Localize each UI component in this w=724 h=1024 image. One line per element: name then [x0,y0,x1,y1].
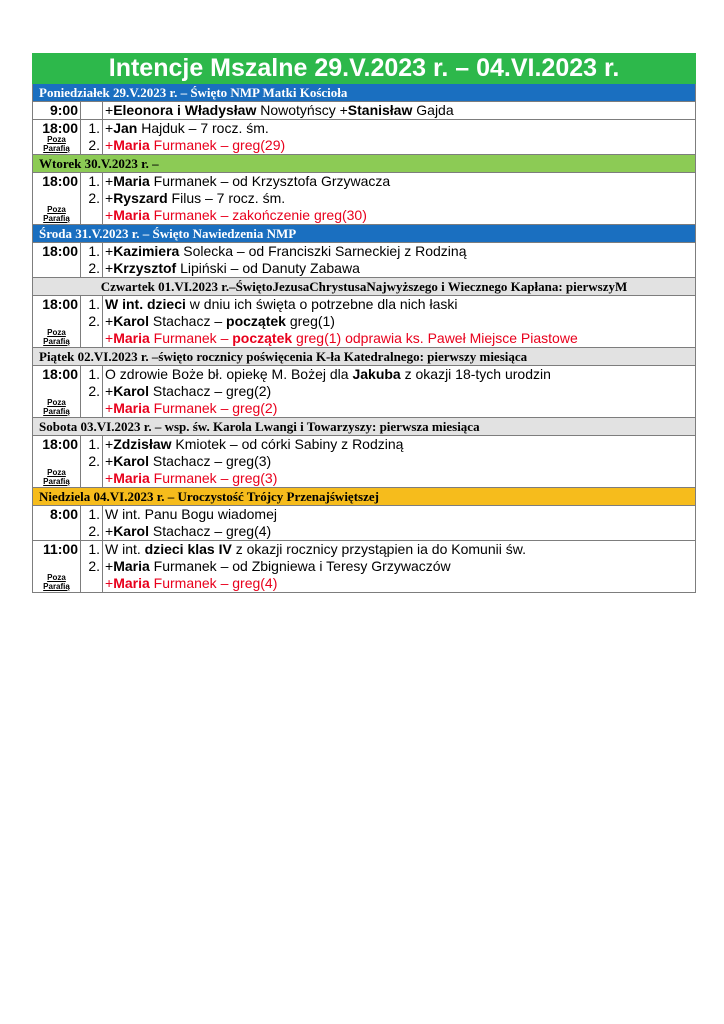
intention-text: + [105,523,114,539]
intention-text: + [105,470,114,486]
line-number: 1. [88,541,100,557]
line-number: 1. [88,296,100,312]
poza-parafia-note [33,328,80,346]
intention-name: początek [232,330,293,346]
mass-time: 18:00 [42,243,78,259]
mass-row [33,243,696,278]
intentions-cell [103,436,696,488]
intention-text: Hajduk – 7 rocz. śm. [137,120,269,136]
line-number: 2. [88,137,100,153]
intention-name: Kazimiera [113,243,180,259]
parafia-label: Parafią [43,214,70,223]
day-header: Niedziela 04.VI.2023 r. – Uroczystość Trójcy Przenajświętszej [33,488,696,506]
line-number: 1. [88,173,100,189]
intention-name: Krzysztof [113,260,177,276]
day-header: Wtorek 30.V.2023 r. – [33,155,696,173]
line-number [81,207,100,224]
intention-name: Ryszard [113,190,168,206]
intention-line [105,453,695,470]
poza-parafia-note [33,205,80,223]
poza-label: Poza [47,398,66,407]
intention-name: Maria [113,173,150,189]
intention-text: + [105,453,114,469]
intention-line [105,558,695,575]
line-number: 2. [88,190,100,206]
intention-text: + [105,313,114,329]
page-title: Intencje Mszalne 29.V.2023 r. – 04.VI.2023 r. [33,54,696,84]
mass-time-cell [33,296,81,348]
line-numbers-cell [81,102,103,120]
intention-line [105,400,695,417]
intention-text: Furmanek – greg(29) [149,137,286,153]
intention-text: W int. Panu Bogu wiadomej [105,506,277,522]
mass-time: 18:00 [42,120,78,136]
intention-line [105,541,695,558]
poza-parafia-note [33,468,80,486]
mass-row [33,120,696,155]
line-numbers-cell [81,541,103,593]
intention-text: z okazji 18-tych urodzin [400,366,551,382]
intention-text: + [105,137,114,153]
intention-text: + [105,400,114,416]
intention-line [105,366,695,383]
intention-text: + [105,436,114,452]
day-header: Środa 31.V.2023 r. – Święto Nawiedzenia NMP [33,225,696,243]
intention-text: + [105,173,114,189]
intention-line [105,296,695,313]
intention-text: + [105,330,114,346]
intention-name: Maria [113,558,150,574]
intention-name: dzieci klas IV [144,541,232,557]
intention-name: Karol [113,313,149,329]
intention-text: greg(1) odprawia ks. Paweł Miejsce Piastowe [292,330,578,346]
line-number: 2. [88,383,100,399]
mass-time-cell [33,243,81,278]
parafia-label: Parafią [43,407,70,416]
intention-line [105,330,695,347]
line-number: 2. [88,558,100,574]
line-numbers-cell [81,120,103,155]
mass-row [33,506,696,541]
intention-text: Stachacz – greg(3) [148,453,272,469]
line-number: 1. [88,436,100,452]
intention-line [105,313,695,330]
intention-name: Maria [113,400,150,416]
intention-text: Gajda [412,102,454,118]
day-header-row [33,278,696,296]
intention-name: Stanisław [347,102,413,118]
day-header-row [33,155,696,173]
line-numbers-cell [81,506,103,541]
intention-line [105,207,695,224]
day-header-row [33,488,696,506]
intention-text: + [105,243,114,259]
poza-label: Poza [47,468,66,477]
mass-time-cell [33,436,81,488]
intentions-cell [103,120,696,155]
intention-text: + [105,102,114,118]
intention-name: Zdzisław [113,436,172,452]
mass-row [33,296,696,348]
parafia-label: Parafią [43,144,70,153]
line-number: 1. [88,506,100,522]
day-header-row [33,84,696,102]
line-numbers-cell [81,366,103,418]
line-number [81,330,100,347]
mass-time: 9:00 [49,102,78,118]
intention-text: Furmanek – [149,330,233,346]
intention-text: Furmanek – greg(4) [149,575,278,591]
line-number: 2. [88,453,100,469]
line-number: 2. [88,313,100,329]
intention-text: Nowotyńscy + [256,102,348,118]
intention-text: + [105,207,114,223]
poza-label: Poza [47,135,66,144]
line-number: 2. [88,523,100,539]
mass-time-cell [33,366,81,418]
intention-line [105,523,695,540]
mass-time-cell [33,173,81,225]
poza-parafia-note [33,398,80,416]
intention-text: Kmiotek – od córki Sabiny z Rodziną [171,436,404,452]
mass-time-cell [33,506,81,541]
line-number: 1. [88,120,100,136]
intention-line [105,506,695,523]
intention-line [105,575,695,592]
intention-name: Karol [113,523,149,539]
intention-line [105,436,695,453]
intention-name: Karol [113,453,149,469]
mass-time-cell [33,541,81,593]
mass-time: 11:00 [42,541,78,557]
poza-parafia-note [33,135,80,153]
parafia-label: Parafią [43,337,70,346]
day-header: Piątek 02.VI.2023 r. –święto rocznicy poświęcenia K-ła Katedralnego: pierwszy miesiąca [33,348,696,366]
mass-time: 8:00 [49,506,78,522]
line-number [81,400,100,417]
intention-text: + [105,383,114,399]
intention-name: Karol [113,383,149,399]
intentions-cell [103,243,696,278]
poza-label: Poza [47,328,66,337]
day-header-row [33,348,696,366]
intentions-table [32,53,696,593]
intention-text: w dniu ich święta o potrzebne dla nich łaski [185,296,458,312]
intention-text: Furmanek – greg(2) [149,400,278,416]
day-header: Poniedziałek 29.V.2023 r. – Święto NMP Matki Kościoła [33,84,696,102]
line-number [81,470,100,487]
intention-name: Eleonora i Władysław [113,102,257,118]
intention-line [105,260,695,277]
intention-text: + [105,575,114,591]
mass-row [33,366,696,418]
mass-time-cell [33,102,81,120]
intention-text: W int. [105,541,145,557]
intention-line [105,243,695,260]
intention-name: początek [226,313,286,329]
title-row [33,54,696,84]
line-numbers-cell [81,296,103,348]
intention-text: + [105,190,114,206]
intention-line [105,470,695,487]
mass-time-cell [33,120,81,155]
mass-row [33,173,696,225]
intention-line [105,173,695,190]
intention-text: Furmanek – zakończenie greg(30) [149,207,367,223]
intentions-cell [103,102,696,120]
mass-time: 18:00 [42,296,78,312]
intention-text: Stachacz – greg(2) [148,383,272,399]
intention-name: Maria [113,137,150,153]
day-header: Czwartek 01.VI.2023 r.–ŚwiętoJezusaChrystusaNajwyższego i Wiecznego Kapłana: pierwszyM [33,278,696,296]
intention-line [105,383,695,400]
intention-name: Jakuba [352,366,401,382]
intention-text: Filus – 7 rocz. śm. [167,190,286,206]
intention-text: Furmanek – greg(3) [149,470,278,486]
intention-text: Stachacz – greg(4) [148,523,272,539]
intention-name: Jan [113,120,138,136]
intention-text: + [105,558,114,574]
mass-row [33,102,696,120]
line-numbers-cell [81,243,103,278]
intentions-cell [103,173,696,225]
day-header-row [33,418,696,436]
mass-row [33,541,696,593]
intention-text: + [105,120,114,136]
mass-time: 18:00 [42,173,78,189]
intention-text: Lipiński – od Danuty Zabawa [176,260,360,276]
intention-text: + [105,260,114,276]
mass-row [33,436,696,488]
intentions-cell [103,366,696,418]
day-header: Sobota 03.VI.2023 r. – wsp. św. Karola Lwangi i Towarzyszy: pierwsza miesiąca [33,418,696,436]
intention-text: z okazji rocznicy przystąpien ia do Komunii św. [231,541,526,557]
day-header-row [33,225,696,243]
intention-text: Furmanek – od Zbigniewa i Teresy Grzywaczów [149,558,451,574]
intention-text: O zdrowie Boże bł. opiekę M. Bożej dla [105,366,353,382]
poza-label: Poza [47,205,66,214]
poza-label: Poza [47,573,66,582]
mass-time: 18:00 [42,436,78,452]
line-number: 1. [88,366,100,382]
intention-text: Stachacz – [148,313,227,329]
line-numbers-cell [81,173,103,225]
intentions-cell [103,506,696,541]
intention-line [105,120,695,137]
poza-parafia-note [33,573,80,591]
intention-text: Solecka – od Franciszki Sarneckiej z Rodziną [179,243,467,259]
line-number: 2. [88,260,100,276]
parafia-label: Parafią [43,477,70,486]
intention-text: greg(1) [285,313,335,329]
intention-line [105,102,695,119]
intention-name: Maria [113,207,150,223]
intention-line [105,190,695,207]
intention-line [105,137,695,154]
intentions-sheet [32,53,695,593]
intention-text: Furmanek – od Krzysztofa Grzywacza [149,173,391,189]
parafia-label: Parafią [43,582,70,591]
intention-name: Maria [113,575,150,591]
mass-time: 18:00 [42,366,78,382]
intention-name: Maria [113,330,150,346]
intention-name: W int. dzieci [105,296,186,312]
intention-name: Maria [113,470,150,486]
line-number: 1. [88,243,100,259]
intentions-cell [103,541,696,593]
line-numbers-cell [81,436,103,488]
intentions-cell [103,296,696,348]
line-number [81,575,100,592]
line-number [81,102,100,119]
